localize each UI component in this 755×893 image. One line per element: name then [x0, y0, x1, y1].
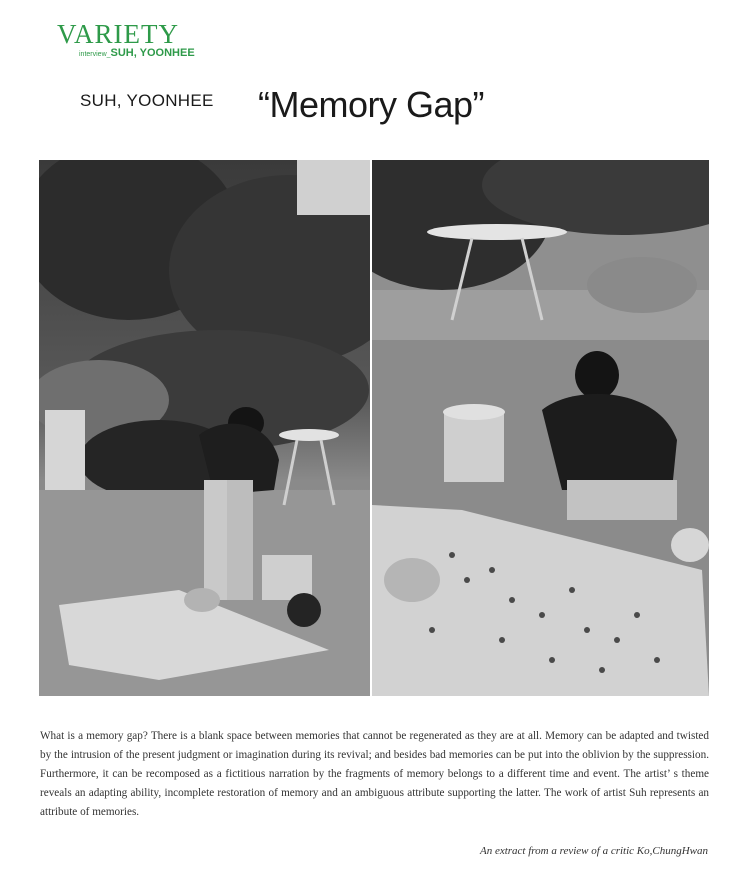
masthead: [57, 19, 195, 59]
interview-name: SUH, YOONHEE: [110, 47, 195, 59]
article-body: What is a memory gap? There is a blank space between memories that cannot be regenerated as they are at all. Memory can be adapted and twisted by the intrusion of the present judgment or imagination during its revival; and besides bad memories can be put into the oblivion by the suppression. Furthermore, it can be recomposed as a fictitious narration by the fragments of memory belongs to a different time and event. The artist’ s theme reveals an adapting ability, incomplete restoration of memory and an ambiguous attribute supporting the latter. The work of artist Suh represents an attribute of memories.: [40, 730, 709, 818]
interview-prefix: interview_: [79, 51, 111, 58]
article-title: “Memory Gap”: [258, 84, 485, 125]
critic-credit: An extract from a review of a critic Ko,ChungHwan: [479, 845, 708, 857]
section-title: VARIETY: [57, 19, 180, 49]
artist-name: SUH, YOONHEE: [80, 91, 214, 110]
photo-artist-crouching: [372, 160, 709, 696]
interview-label: [79, 46, 195, 61]
photo-artist-bending: [39, 160, 370, 696]
